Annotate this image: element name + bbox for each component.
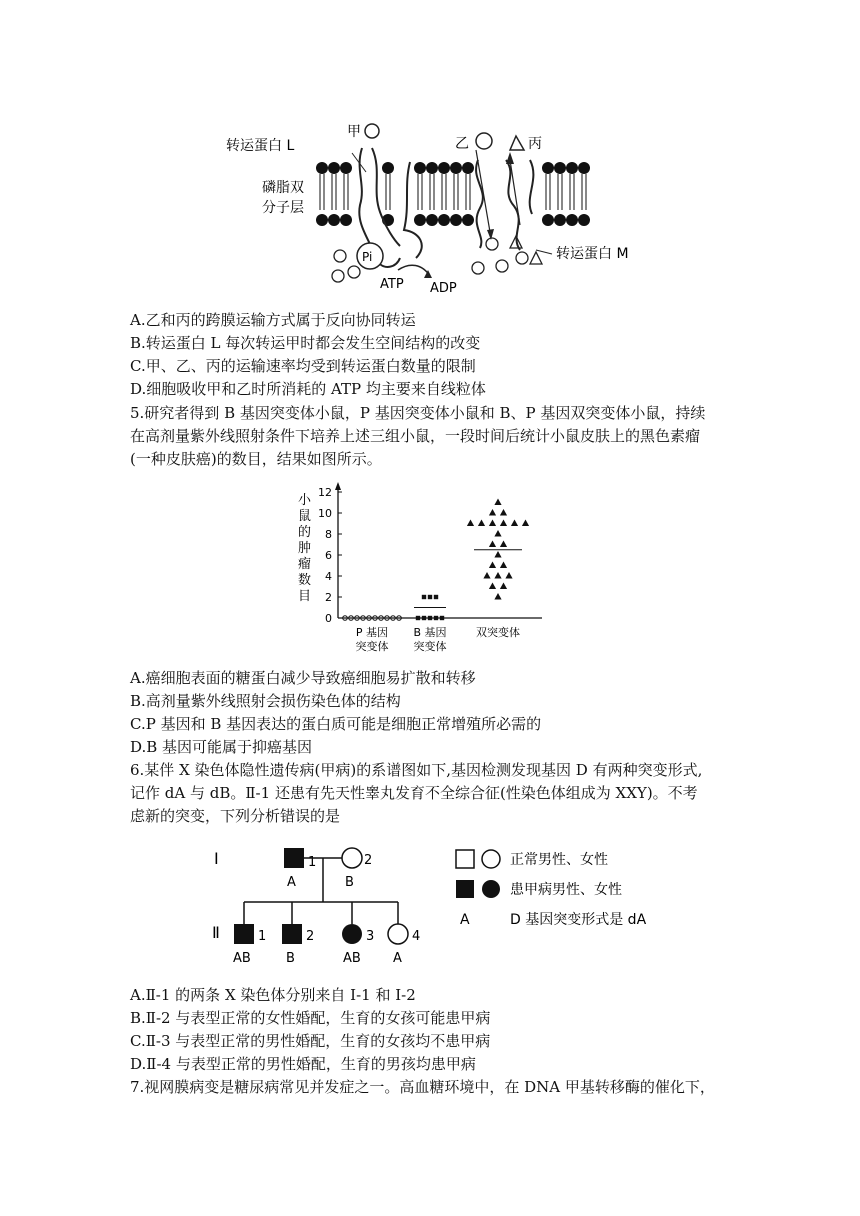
lipid-head-bottom xyxy=(438,214,450,226)
data-point xyxy=(440,616,444,620)
q6-option-c: C.Ⅱ-3 与表型正常的男性婚配，生育的女孩均不患甲病 xyxy=(130,1032,491,1050)
lipid-head-top xyxy=(462,162,474,174)
q5-option-b: B.高剂量紫外线照射会损伤染色体的结构 xyxy=(130,692,401,710)
data-point xyxy=(494,551,501,558)
ii2-affected-male xyxy=(282,924,302,944)
q6-stem-line-3: 虑新的突变，下列分析错误的是 xyxy=(130,807,341,825)
lipid-head-top xyxy=(426,162,438,174)
lipid-head-top xyxy=(566,162,578,174)
bilayer-label-2: 分子层 xyxy=(262,200,304,216)
ii4-genotype: A xyxy=(393,951,402,966)
ii4-normal-female xyxy=(388,924,408,944)
legend-normal-text: 正常男性、女性 xyxy=(510,852,608,868)
data-point xyxy=(422,595,426,599)
lipid-head-top xyxy=(554,162,566,174)
q6-stem-line-2: 记作 dA 与 dB。Ⅱ-1 还患有先天性睾丸发育不全综合征(性染色体组成为 XXY)。不考 xyxy=(130,784,698,802)
lipid-head-bottom xyxy=(414,214,426,226)
bing-molecule xyxy=(510,136,524,150)
generation-ii-label: Ⅱ xyxy=(212,923,220,942)
ii4-number: 4 xyxy=(412,929,421,944)
tumor-count-chart xyxy=(280,478,570,660)
data-point xyxy=(500,562,507,569)
lipid-head-bottom xyxy=(328,214,340,226)
ii1-genotype: AB xyxy=(233,951,251,966)
data-point xyxy=(500,541,507,548)
legend-normal-female xyxy=(482,850,500,868)
y-tick-label: 0 xyxy=(325,612,332,625)
q6-option-a: A.Ⅱ-1 的两条 X 染色体分别来自 I-1 和 I-2 xyxy=(130,986,416,1004)
ii3-number: 3 xyxy=(366,929,375,944)
chart-marks xyxy=(343,499,529,621)
y-tick-label: 12 xyxy=(318,486,332,499)
data-point xyxy=(489,562,496,569)
jia-molecule xyxy=(365,124,379,138)
lipid-head-top xyxy=(382,162,394,174)
data-point xyxy=(489,541,496,548)
q7-stem-line-1: 7.视网膜病变是糖尿病常见并发症之一。高血糖环境中，在 DNA 甲基转移酶的催化下， xyxy=(130,1078,715,1096)
x-category-label: 双突变体 xyxy=(476,626,520,639)
data-point xyxy=(505,572,512,579)
i2-normal-female xyxy=(342,848,362,868)
data-point xyxy=(489,520,496,527)
data-point xyxy=(428,595,432,599)
ii1-number: 1 xyxy=(258,929,267,944)
ii3-affected-female xyxy=(342,924,362,944)
lipid-head-bottom xyxy=(450,214,462,226)
i1-genotype: A xyxy=(287,875,296,890)
q6-option-b: B.Ⅱ-2 与表型正常的女性婚配，生育的女孩可能患甲病 xyxy=(130,1009,491,1027)
lipid-head-top xyxy=(542,162,554,174)
bilayer-label-1: 磷脂双 xyxy=(262,180,304,196)
i2-number: 2 xyxy=(364,853,373,868)
data-point xyxy=(494,499,501,506)
pi-label: Pi xyxy=(362,250,373,264)
q4-option-d: D.细胞吸收甲和乙时所消耗的 ATP 均主要来自线粒体 xyxy=(130,380,486,398)
lipid-head-top xyxy=(438,162,450,174)
q5-option-d: D.B 基因可能属于抑癌基因 xyxy=(130,738,313,756)
lipid-head-top xyxy=(450,162,462,174)
legend-affected-text: 患甲病男性、女性 xyxy=(510,882,622,898)
lipid-head-top xyxy=(414,162,426,174)
data-point xyxy=(489,509,496,516)
q5-stem-line-3: (一种皮肤癌)的数目，结果如图所示。 xyxy=(130,450,382,468)
q6-stem-line-1: 6.某伴 X 染色体隐性遗传病(甲病)的系谱图如下,基因检测发现基因 D 有两种突变形式, xyxy=(130,761,703,779)
data-point xyxy=(500,583,507,590)
data-point xyxy=(478,520,485,527)
q5-option-c: C.P 基因和 B 基因表达的蛋白质可能是细胞正常增殖所必需的 xyxy=(130,715,542,733)
yi-molecule xyxy=(476,133,492,149)
data-point xyxy=(494,572,501,579)
ii2-number: 2 xyxy=(306,929,315,944)
y-tick-label: 10 xyxy=(318,507,332,520)
data-point xyxy=(500,520,507,527)
data-point xyxy=(522,520,529,527)
membrane-transport-figure xyxy=(0,0,860,300)
lipid-head-top xyxy=(316,162,328,174)
data-point xyxy=(494,530,501,537)
data-point xyxy=(511,520,518,527)
ii1-affected-male xyxy=(234,924,254,944)
legend-affected-female xyxy=(482,880,500,898)
legend-a-text: D 基因突变形式是 dA xyxy=(510,912,647,928)
lipid-head-bottom xyxy=(316,214,328,226)
data-point xyxy=(422,616,426,620)
data-point xyxy=(428,616,432,620)
lipid-head-bottom xyxy=(426,214,438,226)
q4-option-a: A.乙和丙的跨膜运输方式属于反向协同转运 xyxy=(130,311,416,329)
q6-option-d: D.Ⅱ-4 与表型正常的男性婚配，生育的男孩均患甲病 xyxy=(130,1055,476,1073)
data-point xyxy=(416,616,420,620)
atp-label: ATP xyxy=(380,277,404,292)
x-category-label: 突变体 xyxy=(355,640,389,653)
legend-affected-male xyxy=(456,880,474,898)
y-tick-label: 2 xyxy=(325,591,332,604)
bing-label: 丙 xyxy=(528,136,542,152)
q5-stem-line-1: 5.研究者得到 B 基因突变体小鼠，P 基因突变体小鼠和 B、P 基因双突变体小鼠，持续 xyxy=(130,404,706,422)
legend-normal-male xyxy=(456,850,474,868)
y-tick-label: 4 xyxy=(325,570,332,583)
i2-genotype: B xyxy=(345,875,354,890)
x-category-label: P 基因 xyxy=(355,626,389,639)
legend-a-symbol: A xyxy=(460,912,470,928)
chart-ylabel: 小鼠的肿瘤数目 xyxy=(298,493,312,604)
data-point xyxy=(494,593,501,600)
adp-label: ADP xyxy=(430,281,457,296)
phospholipid-bilayer xyxy=(316,162,590,226)
chart-axes xyxy=(318,482,542,653)
lipid-head-bottom xyxy=(340,214,352,226)
lipid-head-top xyxy=(328,162,340,174)
data-point xyxy=(434,595,438,599)
q4-option-c: C.甲、乙、丙的运输速率均受到转运蛋白数量的限制 xyxy=(130,357,476,375)
ii2-genotype: B xyxy=(286,951,295,966)
data-point xyxy=(489,583,496,590)
y-tick-label: 8 xyxy=(325,528,332,541)
data-point xyxy=(467,520,474,527)
ii3-genotype: AB xyxy=(343,951,361,966)
data-point xyxy=(434,616,438,620)
transporter-m xyxy=(476,160,533,250)
lipid-head-bottom xyxy=(554,214,566,226)
lipid-head-bottom xyxy=(566,214,578,226)
lipid-head-bottom xyxy=(578,214,590,226)
lipid-head-top xyxy=(340,162,352,174)
i1-affected-male xyxy=(284,848,304,868)
jia-label: 甲 xyxy=(347,124,361,140)
data-point xyxy=(483,572,490,579)
q4-option-b: B.转运蛋白 L 每次转运甲时都会发生空间结构的改变 xyxy=(130,334,481,352)
q5-option-a: A.癌细胞表面的糖蛋白减少导致癌细胞易扩散和转移 xyxy=(130,669,476,687)
yi-label: 乙 xyxy=(455,136,469,152)
lipid-head-bottom xyxy=(542,214,554,226)
lipid-head-top xyxy=(578,162,590,174)
transporter-l-label: 转运蛋白 L xyxy=(226,138,295,154)
lipid-head-bottom xyxy=(462,214,474,226)
data-point xyxy=(500,509,507,516)
y-tick-label: 6 xyxy=(325,549,332,562)
generation-i-label: I xyxy=(214,849,219,868)
x-category-label: B 基因 xyxy=(413,626,447,639)
i1-number: 1 xyxy=(308,855,317,870)
x-category-label: 突变体 xyxy=(413,640,447,653)
transporter-m-label: 转运蛋白 M xyxy=(556,246,629,262)
q5-stem-line-2: 在高剂量紫外线照射条件下培养上述三组小鼠，一段时间后统计小鼠皮肤上的黑色素瘤 xyxy=(130,427,701,445)
pedigree-chart xyxy=(0,830,860,980)
